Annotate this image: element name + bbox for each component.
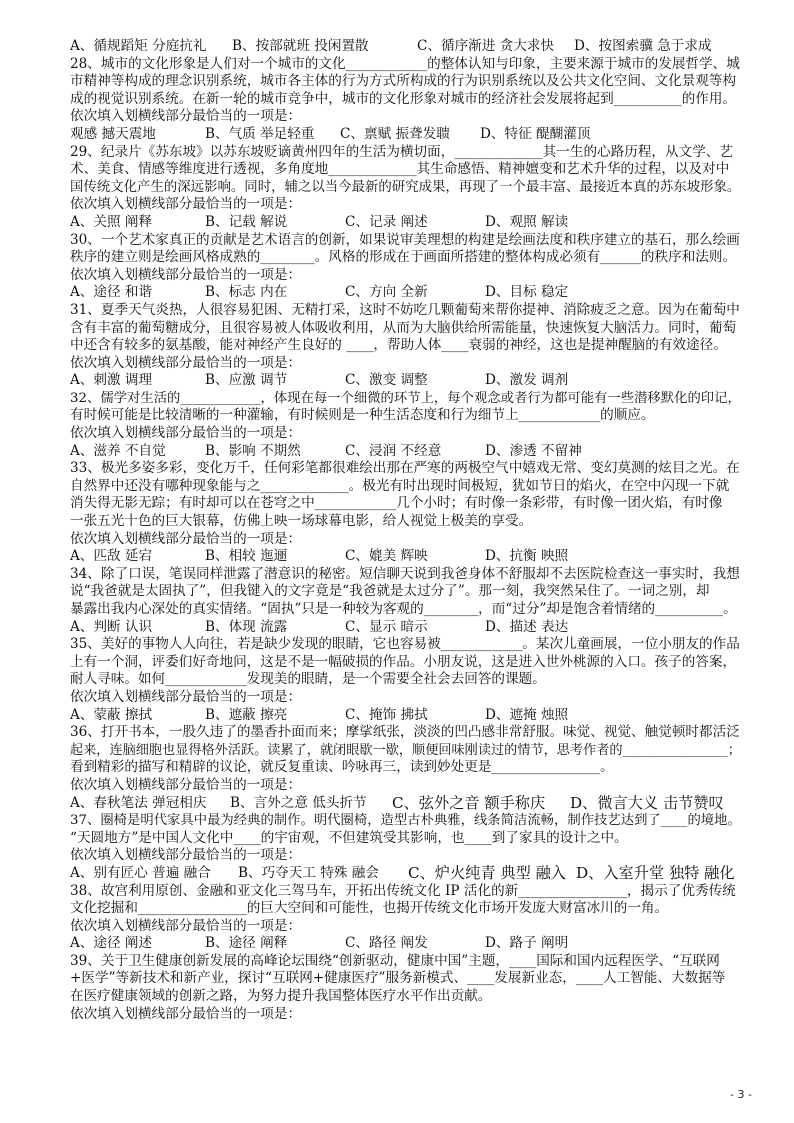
q35-option-c: C、掩饰 拂拭 bbox=[345, 706, 428, 723]
question-text-line: 消失得无影无踪；有时却可以在苍穹之中____________几个小时；有时像一条彩带，有时像一团火焰，有时像 bbox=[70, 495, 723, 512]
q28-option-b: B、气质 举足轻重 bbox=[205, 125, 315, 142]
q36-option-b: B、言外之意 低头折节 bbox=[230, 794, 367, 811]
question-prompt: 依次填入划横线部分最恰当的一项是： bbox=[70, 1005, 302, 1022]
question-prompt: 依次填入划横线部分最恰当的一项是： bbox=[70, 354, 302, 371]
question-text-line: 29、纪录片《苏东坡》以苏东坡贬谪黄州四年的生活为横切面，_____________其一生的心路历程，从文学、艺 bbox=[70, 143, 733, 160]
question-text-line: 暴露出我内心深处的真实情绪。“固执”只是一种较为客观的________，而“过分”却是饱含着情绪的__________。 bbox=[70, 601, 737, 617]
q36-options bbox=[70, 795, 744, 813]
q34-options bbox=[70, 619, 744, 637]
question-text-line: +医学”等新技术和新产业，探讨“互联网+健康医疗”服务新模式、____发展新业态，____人工智能、大数据等 bbox=[70, 970, 726, 987]
q27-option-c: C、循序渐进 贪大求快 bbox=[417, 38, 555, 54]
q29-option-c: C、记录 阐述 bbox=[345, 213, 428, 230]
q31-options bbox=[70, 372, 744, 390]
question-prompt: 依次填入划横线部分最恰当的一项是： bbox=[70, 196, 302, 213]
question-text-line: 32、儒学对生活的____________，体现在每一个细微的环节上，每个观念或者行为都可能有一些潜移默化的印记， bbox=[70, 390, 741, 406]
q28-option-d: D、特征 醍醐灌顶 bbox=[480, 125, 591, 142]
q32-option-d: D、渗透 不留神 bbox=[485, 442, 582, 459]
question-text-line: 含有丰富的葡萄糖成分，且很容易被人体吸收利用，从而为大脑供给所需能量，快速恢复大脑活力。同时，葡萄 bbox=[70, 319, 737, 336]
question-text-line: 33、极光多姿多彩，变化万千，任何彩笔都很难绘出那在严寒的两极空气中嬉戏无常、变幻莫测的炫目之光。在 bbox=[70, 460, 740, 477]
q29-option-b: B、记载 解说 bbox=[205, 213, 288, 230]
question-32 bbox=[70, 390, 744, 460]
q34-option-a: A、判断 认识 bbox=[70, 618, 153, 635]
q29-option-a: A、关照 阐释 bbox=[70, 213, 153, 230]
q30-option-a: A、途径 和谐 bbox=[70, 284, 153, 301]
q30-option-d: D、目标 稳定 bbox=[485, 284, 569, 301]
question-text-line: 自然界中还没有哪种现象能与之_____________。极光有时出现时间极短，犹如节日的焰火，在空中闪现一下就 bbox=[70, 477, 730, 494]
q33-option-d: D、抗衡 映照 bbox=[485, 548, 569, 565]
question-prompt: 依次填入划横线部分最恰当的一项是： bbox=[70, 917, 302, 934]
q31-option-b: B、应激 调节 bbox=[205, 372, 288, 389]
q35-option-a: A、蒙蔽 擦拭 bbox=[70, 706, 153, 723]
question-38 bbox=[70, 883, 744, 953]
question-text-line: 成的视觉识别系统。在新一轮的城市竞争中，城市的文化形象对城市的经济社会发展将起到__________的作用。 bbox=[70, 90, 737, 107]
question-text-line: 看到精彩的描写和精辟的议论，就反复重读、吟咏再三，读到妙处更是________________。 bbox=[70, 759, 614, 776]
question-text-line: 中还含有较多的氨基酸，能对神经产生良好的 ____，帮助人体____衰弱的神经，这也是提神醒脑的有效途径。 bbox=[70, 337, 727, 354]
q38-options bbox=[70, 935, 744, 953]
question-39 bbox=[70, 953, 744, 1023]
question-text-line: 术、美食、情感等维度进行透视，多角度地_____________其生命感悟、精神嬗变和艺术升华的过程，以及对中 bbox=[70, 161, 730, 178]
question-prompt: 依次填入划横线部分最恰当的一项是： bbox=[70, 108, 302, 125]
question-text-line: 36、打开书本，一股久违了的墨香扑面而来；摩挲纸张，淡淡的凹凸感非常舒服。味觉、视觉、触觉顿时都活泛 bbox=[70, 724, 740, 741]
q31-option-c: C、激变 调整 bbox=[345, 372, 428, 389]
q27-option-d: D、按图索骥 急于求成 bbox=[574, 38, 712, 54]
question-text-line: 28、城市的文化形象是人们对一个城市的文化____________的整体认知与印象，主要来源于城市的发展哲学、城 bbox=[70, 55, 740, 72]
q28-option-c: C、禀赋 振聋发聩 bbox=[340, 125, 450, 142]
question-31 bbox=[70, 302, 744, 390]
q31-option-d: D、激发 调剂 bbox=[485, 372, 569, 389]
q34-option-d: D、描述 表达 bbox=[485, 618, 569, 635]
q32-option-a: A、滋养 不自觉 bbox=[70, 442, 166, 459]
q36-option-c: C、弦外之音 额手称庆 bbox=[392, 794, 546, 812]
q35-options bbox=[70, 707, 744, 725]
q37-option-a: A、别有匠心 普遍 融合 bbox=[70, 864, 211, 881]
question-prompt: 依次填入划横线部分最恰当的一项是： bbox=[70, 425, 302, 442]
question-36 bbox=[70, 724, 744, 812]
q37-option-c: C、炉火纯青 典型 融入 bbox=[408, 864, 566, 882]
q37-options bbox=[70, 865, 744, 883]
q33-options bbox=[70, 548, 744, 566]
question-text-line: 耐人寻味。如何____________发现美的眼睛，是一个需要全社会去回答的课题。 bbox=[70, 671, 546, 688]
question-prompt: 依次填入划横线部分最恰当的一项是： bbox=[70, 776, 302, 793]
q38-option-c: C、路径 阐发 bbox=[345, 935, 428, 952]
question-34 bbox=[70, 566, 744, 636]
q33-option-a: A、匹敌 延宕 bbox=[70, 548, 153, 565]
question-text-line: 31、夏季天气炎热，人很容易犯困、无精打采，这时不妨吃几颗葡萄来帮你提神、消除疲乏之意。因为在葡萄中 bbox=[70, 301, 740, 318]
question-text-line: 38、故宫利用原创、金融和亚文化三驾马车，开拓出传统文化 IP 活化的新________________，揭示了优秀传统 bbox=[70, 882, 736, 899]
question-text-line: 一张五光十色的巨大银幕，仿佛上映一场球幕电影，给人视觉上极美的享受。 bbox=[70, 513, 533, 530]
page-number: - 3 - bbox=[730, 1088, 752, 1101]
q27-option-b: B、按部就班 投闲置散 bbox=[232, 38, 369, 54]
q32-option-b: B、影响 不期然 bbox=[205, 442, 301, 459]
question-prompt: 依次填入划横线部分最恰当的一项是： bbox=[70, 688, 302, 705]
q30-option-c: C、方向 全新 bbox=[345, 284, 428, 301]
question-33 bbox=[70, 460, 744, 566]
question-30 bbox=[70, 232, 744, 302]
question-prompt: 依次填入划横线部分最恰当的一项是： bbox=[70, 847, 302, 864]
question-35 bbox=[70, 636, 744, 724]
q30-options bbox=[70, 284, 744, 302]
q37-option-d: D、入室升堂 独特 融化 bbox=[576, 864, 735, 882]
q30-option-b: B、标志 内在 bbox=[205, 284, 288, 301]
question-prompt: 依次填入划横线部分最恰当的一项是： bbox=[70, 266, 302, 283]
question-text-line: 37、圈椅是明代家具中最为经典的制作。明代圈椅，造型古朴典雅，线条简洁流畅，制作技艺达到了____的境地。 bbox=[70, 813, 741, 829]
question-text-line: 34、除了口误，笔误同样泄露了潜意识的秘密。短信聊天说到我爸身体不舒服却不去医院检查这一事实时，我想 bbox=[70, 565, 740, 582]
q32-option-c: C、浸润 不经意 bbox=[345, 442, 442, 459]
q37-option-b: B、巧夺天工 特殊 融会 bbox=[238, 864, 379, 881]
q38-option-d: D、路子 阐明 bbox=[485, 935, 569, 952]
question-text-line: 市精神等构成的理念识别系统，城市各主体的行为方式所构成的行为识别系统以及公共文化空间、文化景观等构 bbox=[70, 73, 737, 90]
question-prompt: 依次填入划横线部分最恰当的一项是： bbox=[70, 530, 302, 547]
q34-option-b: B、体现 流露 bbox=[205, 618, 288, 635]
q38-option-b: B、途径 阐释 bbox=[205, 935, 288, 952]
q33-option-c: C、媲美 辉映 bbox=[345, 548, 428, 565]
question-text-line: 在医疗健康领域的创新之路，为努力提升我国整体医疗水平作出贡献。 bbox=[70, 988, 492, 1005]
question-text-line: 起来，连脑细胞也显得格外活跃。读累了，就闭眼歇一歇，顺便回味刚读过的情节，思考作者的________________； bbox=[70, 742, 741, 758]
q36-option-a: A、春秋笔法 弹冠相庆 bbox=[70, 794, 207, 811]
q34-option-c: C、显示 暗示 bbox=[345, 618, 428, 635]
q35-option-b: B、遮蔽 擦亮 bbox=[205, 706, 288, 723]
q28-options bbox=[70, 126, 744, 144]
question-text-line: “天圆地方”是中国人文化中____的宇宙观，不但建筑受其影响，也____到了家具的设计之中。 bbox=[70, 829, 628, 846]
question-28 bbox=[70, 56, 744, 144]
q27-option-a: A、循规蹈矩 分庭抗礼 bbox=[70, 38, 207, 54]
q32-options bbox=[70, 443, 744, 461]
q33-option-b: B、相较 迤逦 bbox=[205, 548, 288, 565]
question-text-line: 有时候可能是比较清晰的一种灌输，有时候则是一种生活态度和行为细节上____________的顺应。 bbox=[70, 407, 655, 424]
q28-option-a: 观感 撼天震地 bbox=[70, 125, 156, 142]
q35-option-d: D、遮掩 烛照 bbox=[485, 706, 569, 723]
question-text-line: 国传统文化产生的深远影响。同时，辅之以当今最新的研究成果，再现了一个最丰富、最接近本真的苏东坡形象。 bbox=[70, 179, 741, 195]
question-text-line: 上有一个洞，评委们好奇地问，这是不是一幅破损的作品。小朋友说，这是进入世外桃源的入口。孩子的答案， bbox=[70, 653, 737, 670]
question-37 bbox=[70, 812, 744, 882]
q29-options bbox=[70, 214, 744, 232]
q29-option-d: D、观照 解读 bbox=[485, 213, 569, 230]
q36-option-d: D、微言大义 击节赞叹 bbox=[570, 794, 724, 812]
question-text-line: 文化挖掘和________________的巨大空间和可能性，也揭开传统文化市场开发庞大财富冰川的一角。 bbox=[70, 900, 669, 917]
question-text-line: 秩序的建立则是绘画风格成熟的________。风格的形成在于画面所搭建的整体构成必须有______的秩序和法则。 bbox=[70, 249, 737, 266]
question-text-line: 39、关于卫生健康创新发展的高峰论坛围绕“创新驱动，健康中国”主题，____国际和国内远程医学、“互联网 bbox=[70, 952, 720, 969]
question-29 bbox=[70, 144, 744, 232]
q27-options bbox=[70, 38, 744, 56]
q38-option-a: A、途径 阐述 bbox=[70, 935, 153, 952]
question-text-line: 30、一个艺术家真正的贡献是艺术语言的创新，如果说审美理想的构建是绘画法度和秩序建立的基石，那么绘画 bbox=[70, 231, 740, 248]
question-text-line: 说“我爸就是太固执了”，但我键入的文字竟是“我爸就是太过分了”。那一刻，我突然呆住了。一词之别，却 bbox=[70, 583, 710, 600]
q31-option-a: A、刺激 调理 bbox=[70, 372, 153, 389]
exam-page-body bbox=[70, 38, 744, 1023]
question-text-line: 35、美好的事物人人向往，若是缺少发现的眼睛，它也容易被____________。某次儿童画展，一位小朋友的作品 bbox=[70, 636, 740, 653]
